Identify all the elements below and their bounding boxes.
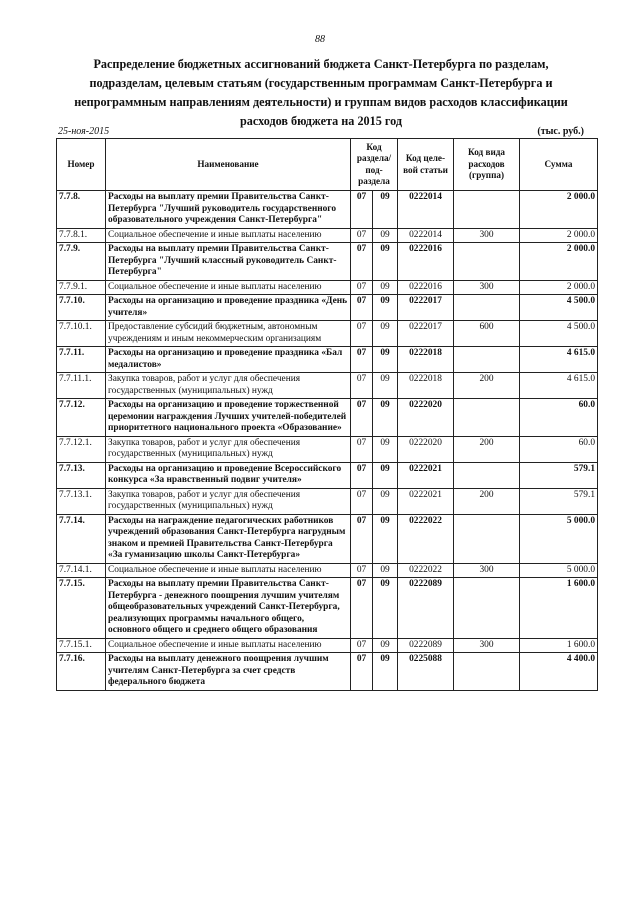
table-row [57, 563, 598, 578]
cell-target: 0222021 [398, 488, 454, 514]
cell-sec: 07 [351, 578, 373, 639]
cell-num: 7.7.12. [57, 399, 106, 437]
cell-sum: 579.1 [520, 462, 598, 488]
cell-name: Расходы на выплату премии Правительства Санкт-Петербурга "Лучший классный руководитель Санкт-Петербурга" [106, 243, 351, 281]
cell-num: 7.7.8. [57, 191, 106, 229]
cell-target: 0222017 [398, 295, 454, 321]
cell-target: 0222020 [398, 399, 454, 437]
cell-sum: 4 500.0 [520, 321, 598, 347]
cell-name: Расходы на выплату премии Правительства Санкт-Петербурга "Лучший руководитель государственного образовательного учреждения Санкт-Петербурга" [106, 191, 351, 229]
cell-name: Закупка товаров, работ и услуг для обеспечения государственных (муниципальных) нужд [106, 488, 351, 514]
table-row [57, 321, 598, 347]
cell-sum: 2 000.0 [520, 191, 598, 229]
cell-name: Расходы на организацию и проведение Всероссийского конкурса «За нравственный подвиг учителя» [106, 462, 351, 488]
document-date: 25-ноя-2015 [58, 126, 110, 137]
cell-num: 7.7.13.1. [57, 488, 106, 514]
table-row [57, 347, 598, 373]
cell-sec: 07 [351, 638, 373, 653]
cell-sum: 4 500.0 [520, 295, 598, 321]
cell-sub: 09 [373, 347, 398, 373]
header-target: Код целе-вой статьи [398, 139, 454, 191]
header-section: Код раздела/ под-раздела [351, 139, 398, 191]
cell-num: 7.7.8.1. [57, 228, 106, 243]
cell-sec: 07 [351, 228, 373, 243]
cell-sub: 09 [373, 295, 398, 321]
cell-name: Социальное обеспечение и иные выплаты населению [106, 563, 351, 578]
table-row [57, 436, 598, 462]
unit-label: (тыс. руб.) [537, 126, 584, 137]
cell-type: 600 [454, 321, 520, 347]
table-row [57, 228, 598, 243]
cell-type [454, 578, 520, 639]
cell-sub: 09 [373, 228, 398, 243]
cell-sum: 2 000.0 [520, 280, 598, 295]
cell-target: 0222018 [398, 347, 454, 373]
cell-num: 7.7.14. [57, 514, 106, 563]
cell-sec: 07 [351, 347, 373, 373]
cell-type: 200 [454, 373, 520, 399]
cell-sub: 09 [373, 373, 398, 399]
cell-sec: 07 [351, 436, 373, 462]
cell-num: 7.7.10.1. [57, 321, 106, 347]
header-name: Наименование [106, 139, 351, 191]
table-row [57, 638, 598, 653]
cell-sub: 09 [373, 638, 398, 653]
cell-target: 0225088 [398, 653, 454, 691]
cell-type [454, 653, 520, 691]
table-header-row [57, 139, 598, 191]
cell-name: Расходы на выплату премии Правительства Санкт-Петербурга - денежного поощрения лучшим учителям общеобразовательных учреждений Санкт-Петербурга, реализующих программы начального общего, основного общего и среднего общего образования [106, 578, 351, 639]
cell-sum: 60.0 [520, 399, 598, 437]
cell-target: 0222014 [398, 228, 454, 243]
cell-sub: 09 [373, 321, 398, 347]
cell-name: Закупка товаров, работ и услуг для обеспечения государственных (муниципальных) нужд [106, 436, 351, 462]
cell-target: 0222018 [398, 373, 454, 399]
table-row [57, 280, 598, 295]
cell-sec: 07 [351, 295, 373, 321]
cell-num: 7.7.13. [57, 462, 106, 488]
cell-type [454, 514, 520, 563]
cell-num: 7.7.10. [57, 295, 106, 321]
cell-name: Расходы на организацию и проведение торжественной церемонии награждения Лучших учителей-победителей приоритетного национального проекта «Образование» [106, 399, 351, 437]
cell-name: Предоставление субсидий бюджетным, автономным учреждениям и иным некоммерческим организациям [106, 321, 351, 347]
cell-name: Расходы на организацию и проведение праздника «День учителя» [106, 295, 351, 321]
cell-num: 7.7.16. [57, 653, 106, 691]
cell-type [454, 462, 520, 488]
cell-sec: 07 [351, 243, 373, 281]
table-row [57, 578, 598, 639]
cell-sec: 07 [351, 399, 373, 437]
cell-name: Расходы на награждение педагогических работников учреждений образования Санкт-Петербурга нагрудным знаком и премией Правительства Санкт-Петербурга «За гуманизацию школы Санкт-Петербурга» [106, 514, 351, 563]
cell-sec: 07 [351, 514, 373, 563]
cell-sec: 07 [351, 280, 373, 295]
cell-target: 0222022 [398, 514, 454, 563]
table-row [57, 295, 598, 321]
cell-sub: 09 [373, 243, 398, 281]
cell-name: Расходы на выплату денежного поощрения лучшим учителям Санкт-Петербурга за счет средств федерального бюджета [106, 653, 351, 691]
cell-type [454, 295, 520, 321]
cell-sec: 07 [351, 488, 373, 514]
cell-sum: 60.0 [520, 436, 598, 462]
cell-target: 0222089 [398, 638, 454, 653]
budget-table [56, 138, 598, 691]
cell-name: Социальное обеспечение и иные выплаты населению [106, 638, 351, 653]
table-body [57, 191, 598, 691]
cell-target: 0222089 [398, 578, 454, 639]
cell-sub: 09 [373, 399, 398, 437]
cell-sub: 09 [373, 563, 398, 578]
cell-num: 7.7.12.1. [57, 436, 106, 462]
cell-sum: 5 000.0 [520, 563, 598, 578]
cell-sub: 09 [373, 436, 398, 462]
cell-sec: 07 [351, 191, 373, 229]
cell-num: 7.7.11. [57, 347, 106, 373]
cell-num: 7.7.14.1. [57, 563, 106, 578]
cell-sub: 09 [373, 653, 398, 691]
cell-name: Социальное обеспечение и иные выплаты населению [106, 228, 351, 243]
cell-name: Расходы на организацию и проведение праздника «Бал медалистов» [106, 347, 351, 373]
table-row [57, 399, 598, 437]
cell-num: 7.7.9. [57, 243, 106, 281]
page-number: 88 [315, 34, 325, 45]
table-row [57, 488, 598, 514]
header-sum: Сумма [520, 139, 598, 191]
cell-name: Социальное обеспечение и иные выплаты населению [106, 280, 351, 295]
cell-sec: 07 [351, 462, 373, 488]
cell-target: 0222016 [398, 243, 454, 281]
header-type: Код вида расходов (группа) [454, 139, 520, 191]
cell-type: 200 [454, 488, 520, 514]
cell-num: 7.7.11.1. [57, 373, 106, 399]
cell-type [454, 243, 520, 281]
cell-type: 200 [454, 436, 520, 462]
cell-sum: 4 400.0 [520, 653, 598, 691]
table-row [57, 191, 598, 229]
cell-sec: 07 [351, 653, 373, 691]
cell-target: 0222021 [398, 462, 454, 488]
cell-type [454, 191, 520, 229]
cell-sub: 09 [373, 462, 398, 488]
header-num: Номер [57, 139, 106, 191]
cell-type [454, 399, 520, 437]
cell-num: 7.7.9.1. [57, 280, 106, 295]
cell-sec: 07 [351, 373, 373, 399]
cell-sub: 09 [373, 488, 398, 514]
cell-sum: 4 615.0 [520, 373, 598, 399]
cell-sum: 1 600.0 [520, 578, 598, 639]
cell-sum: 2 000.0 [520, 243, 598, 281]
cell-sum: 1 600.0 [520, 638, 598, 653]
cell-sum: 4 615.0 [520, 347, 598, 373]
cell-target: 0222014 [398, 191, 454, 229]
cell-sec: 07 [351, 321, 373, 347]
cell-type: 300 [454, 563, 520, 578]
cell-sub: 09 [373, 280, 398, 295]
cell-type: 300 [454, 280, 520, 295]
cell-type: 300 [454, 228, 520, 243]
cell-sub: 09 [373, 578, 398, 639]
cell-target: 0222020 [398, 436, 454, 462]
cell-target: 0222016 [398, 280, 454, 295]
table-row [57, 373, 598, 399]
table-row [57, 653, 598, 691]
cell-sub: 09 [373, 514, 398, 563]
cell-type [454, 347, 520, 373]
cell-num: 7.7.15.1. [57, 638, 106, 653]
table-row [57, 462, 598, 488]
table-row [57, 514, 598, 563]
cell-type: 300 [454, 638, 520, 653]
cell-sum: 579.1 [520, 488, 598, 514]
cell-sum: 2 000.0 [520, 228, 598, 243]
cell-target: 0222017 [398, 321, 454, 347]
cell-sub: 09 [373, 191, 398, 229]
cell-name: Закупка товаров, работ и услуг для обеспечения государственных (муниципальных) нужд [106, 373, 351, 399]
cell-num: 7.7.15. [57, 578, 106, 639]
document-title: Распределение бюджетных ассигнований бюджета Санкт-Петербурга по разделам, подразделам, целевым статьям (государственным программам Санкт-Петербурга и непрограммным направлениям деятельности) и группам видов расходов классификации расходов бюджета на 2015 год [74, 57, 568, 128]
cell-sec: 07 [351, 563, 373, 578]
cell-sum: 5 000.0 [520, 514, 598, 563]
table-row [57, 243, 598, 281]
cell-target: 0222022 [398, 563, 454, 578]
